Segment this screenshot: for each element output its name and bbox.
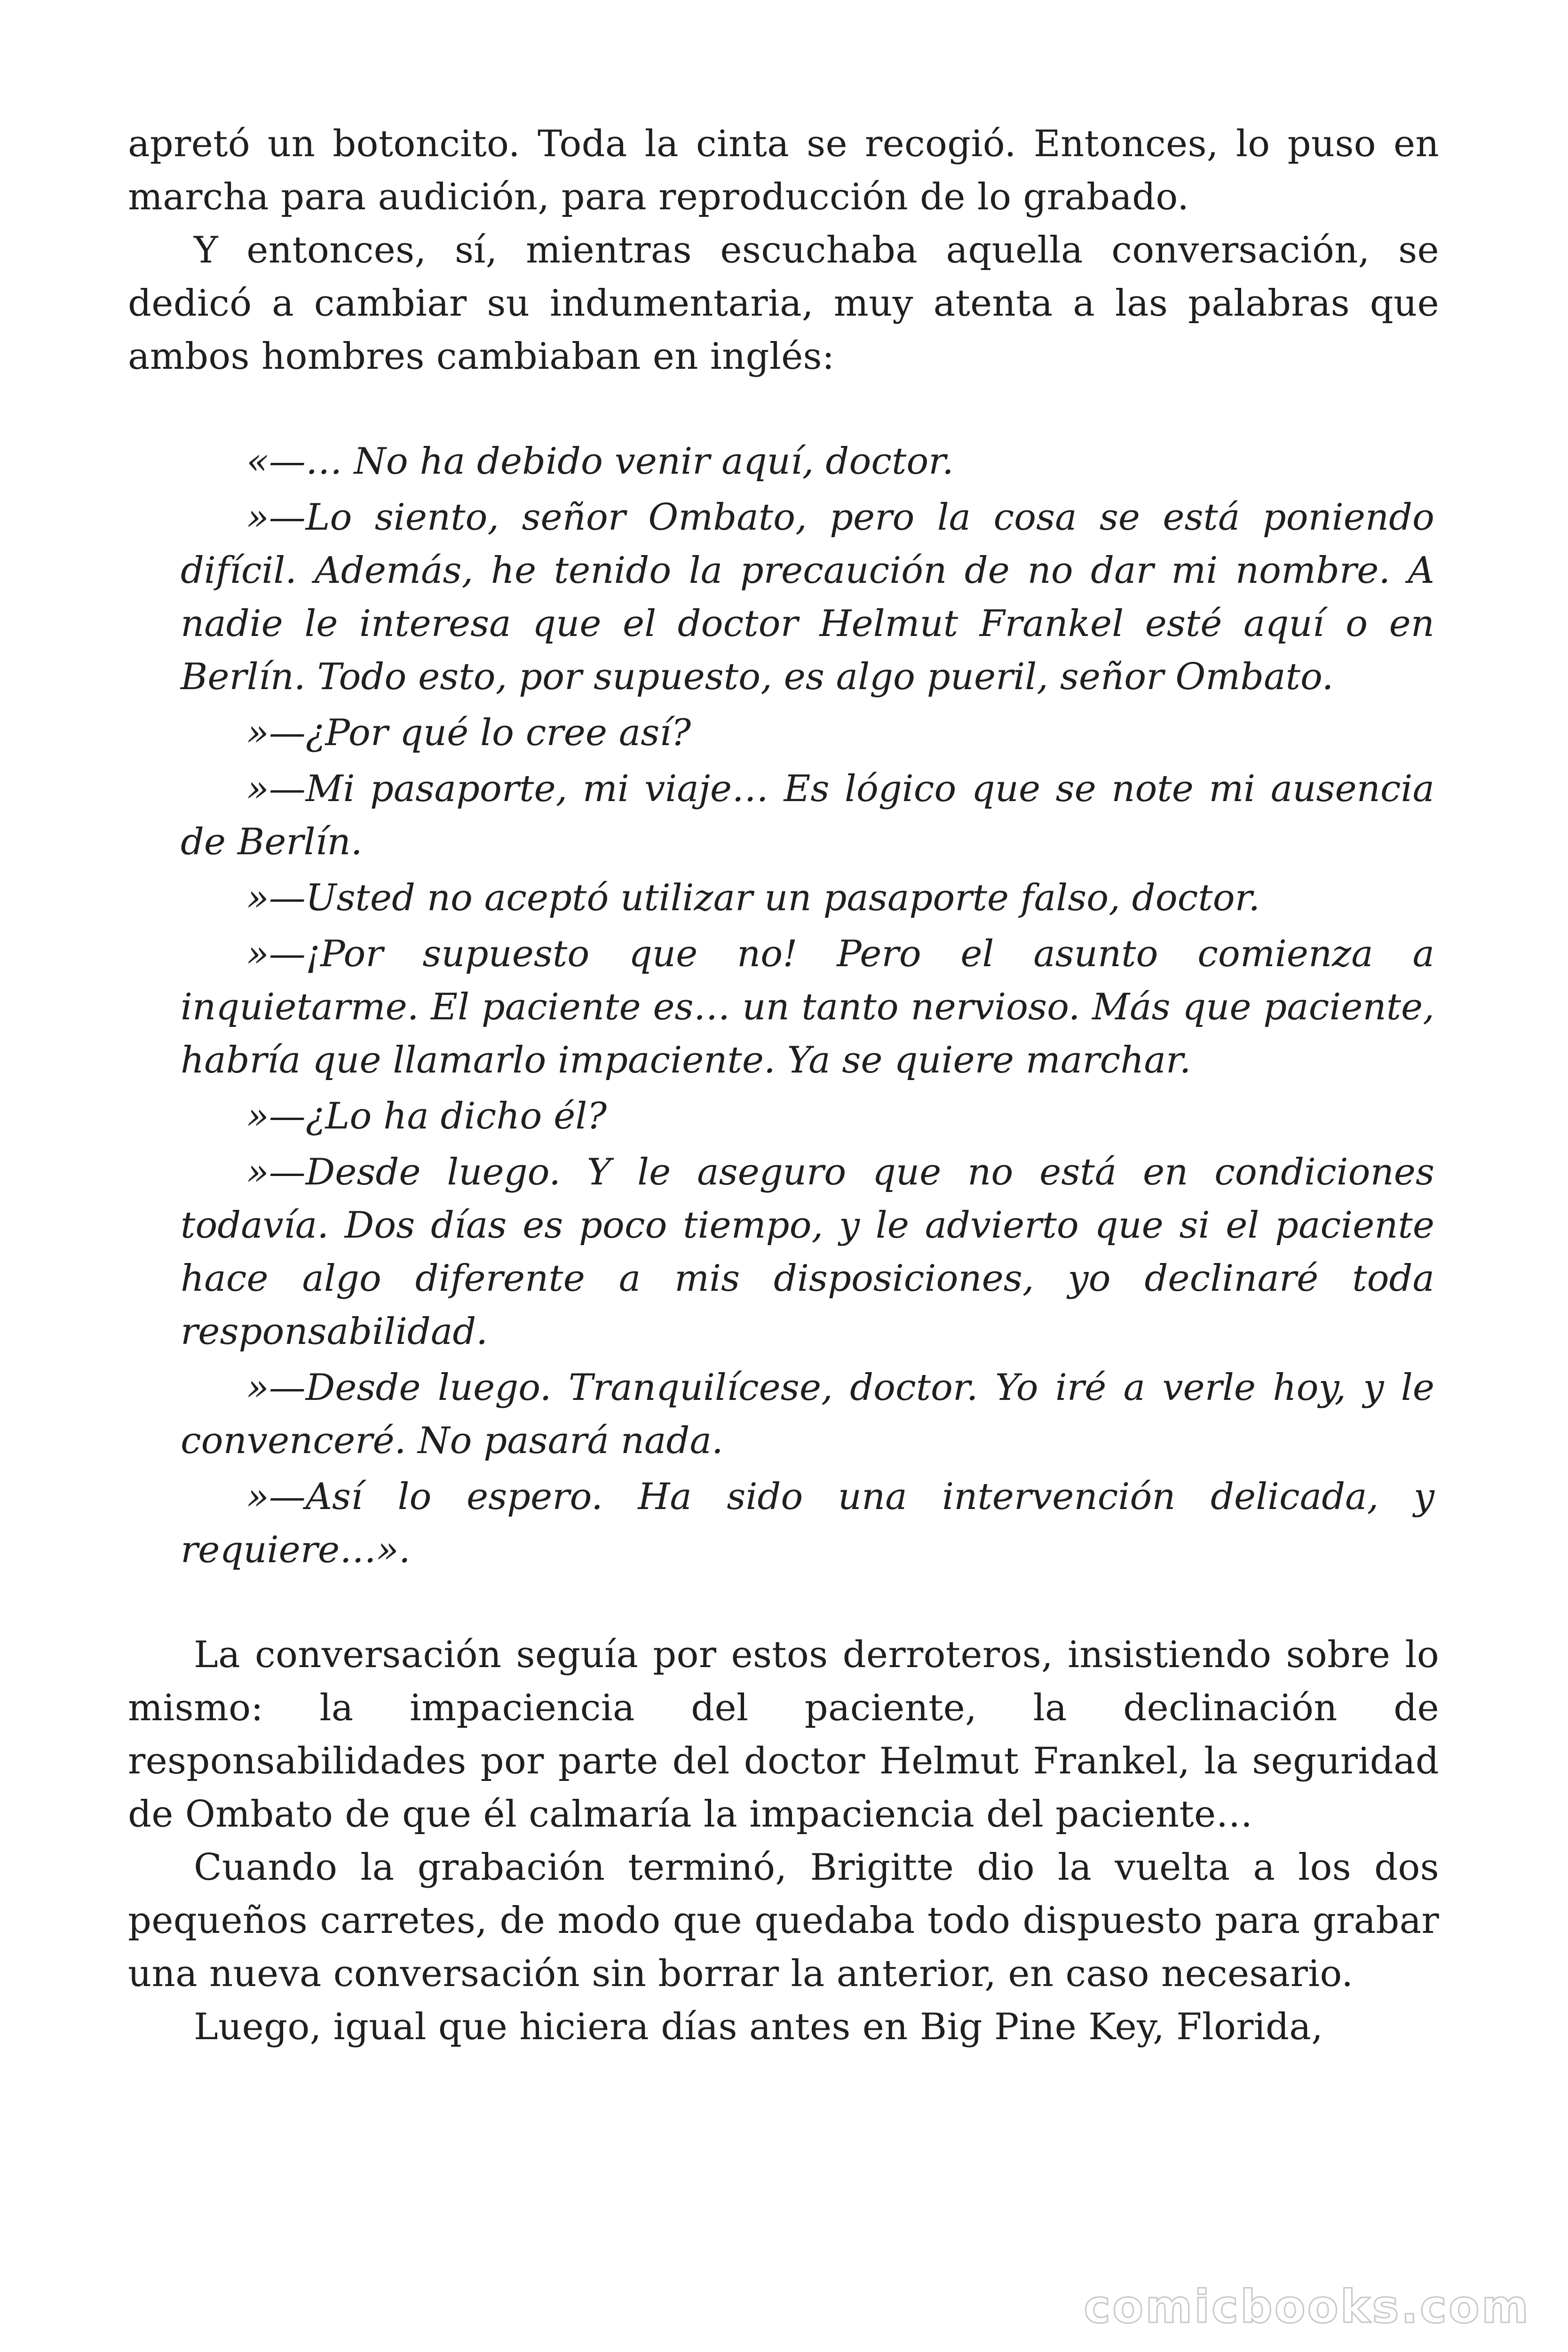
paragraph-continuation: apretó un botoncito. Toda la cinta se recogió. Entonces, lo puso en marcha para audición, para reproducción de lo grabado. [128, 123, 1439, 218]
dialogue-line: »—Desde luego. Tranquilícese, doctor. Yo iré a verle hoy, y le convenceré. No pasará nada. [181, 1367, 1434, 1462]
paragraph: La conversación seguía por estos derroteros, insistiendo sobre lo mismo: la impaciencia del paciente, la declinación de responsabilidades por parte del doctor Helmut Frankel, la seguridad de Ombato de que él calmaría la impaciencia del paciente… [128, 1634, 1439, 1836]
paragraph: Cuando la grabación terminó, Brigitte dio la vuelta a los dos pequeños carretes, de modo que quedaba todo dispuesto para grabar una nueva conversación sin borrar la anterior, en caso necesario. [128, 1846, 1439, 1995]
text-column [128, 118, 1439, 2054]
dialogue-line: »—¿Por qué lo cree así? [246, 712, 691, 754]
dialogue-line: »—Desde luego. Y le aseguro que no está en condiciones todavía. Dos días es poco tiempo, y le advierto que si el paciente hace algo diferente a mis disposiciones, yo declinaré toda responsabilidad. [181, 1151, 1434, 1353]
paragraph: Luego, igual que hiciera días antes en Big Pine Key, Florida, [194, 2006, 1323, 2048]
watermark: comicbooks.com [1084, 2280, 1530, 2333]
dialogue-line: »—¡Por supuesto que no! Pero el asunto comienza a inquietarme. El paciente es… un tanto nervioso. Más que paciente, habría que llamarlo impaciente. Ya se quiere marchar. [181, 933, 1434, 1081]
dialogue-line: »—Lo siento, señor Ombato, pero la cosa se está poniendo difícil. Además, he tenido la precaución de no dar mi nombre. A nadie le interesa que el doctor Helmut Frankel esté aquí o en Berlín. Todo esto, por supuesto, es algo pueril, señor Ombato. [181, 496, 1434, 698]
recorded-dialogue [128, 435, 1439, 1577]
dialogue-line: »—Usted no aceptó utilizar un pasaporte falso, doctor. [246, 877, 1260, 919]
dialogue-line: »—¿Lo ha dicho él? [246, 1095, 607, 1137]
paragraph: Y entonces, sí, mientras escuchaba aquella conversación, se dedicó a cambiar su indumentaria, muy atenta a las palabras que ambos hombres cambiaban en inglés: [128, 229, 1439, 378]
dialogue-line: «—… No ha debido venir aquí, doctor. [246, 440, 954, 483]
dialogue-line: »—Así lo espero. Ha sido una intervención delicada, y requiere…». [181, 1476, 1434, 1571]
dialogue-line: »—Mi pasaporte, mi viaje… Es lógico que se note mi ausencia de Berlín. [181, 768, 1434, 863]
